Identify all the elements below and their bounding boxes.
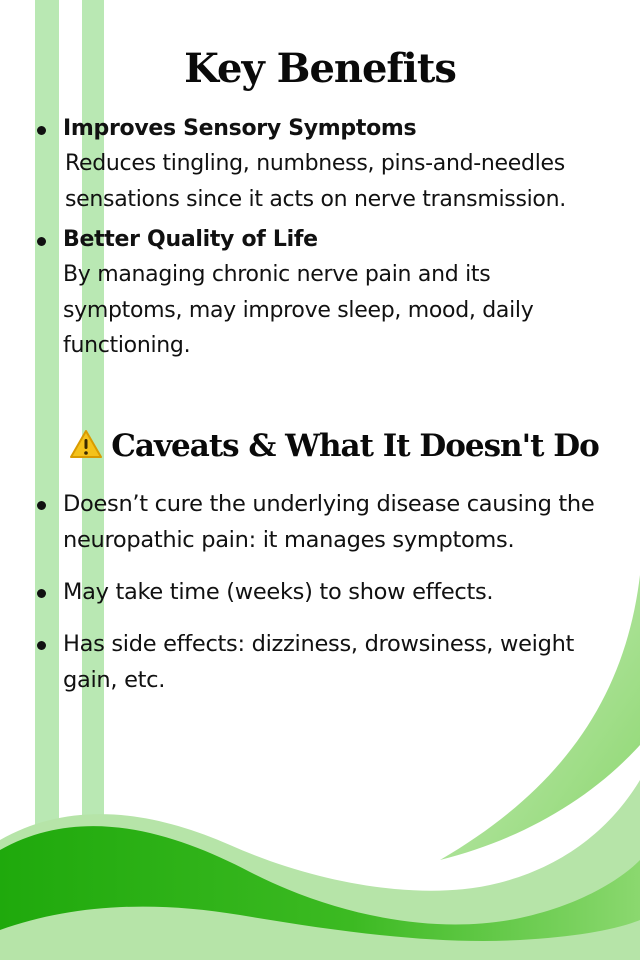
bullet-icon — [37, 126, 46, 135]
benefit-description: Reduces tingling, numbness, pins-and-needles sensations since it acts on nerve transmission. — [65, 151, 566, 212]
benefit-item — [0, 223, 640, 364]
caveat-text: Doesn’t cure the underlying disease causing the neuropathic pain: it manages symptoms. — [63, 491, 595, 553]
caveats-list — [0, 486, 640, 714]
warning-icon — [69, 428, 103, 464]
caveats-heading-text: Caveats & What It Doesn't Do — [111, 428, 599, 464]
benefit-title: Better Quality of Life — [63, 227, 318, 252]
caveat-item — [0, 486, 640, 558]
caveat-item — [0, 574, 640, 610]
bullet-icon — [37, 641, 46, 650]
bullet-icon — [37, 589, 46, 598]
caveats-heading — [0, 428, 640, 464]
benefit-title: Improves Sensory Symptoms — [63, 116, 417, 141]
caveat-text: Has side effects: dizziness, drowsiness, weight gain, etc. — [63, 631, 575, 693]
bullet-icon — [37, 237, 46, 246]
caveat-text: May take time (weeks) to show effects. — [63, 579, 494, 605]
benefit-item — [0, 112, 640, 217]
key-benefits-heading: Key Benefits — [184, 45, 456, 92]
benefits-list — [0, 112, 640, 370]
caveat-item — [0, 626, 640, 698]
bullet-icon — [37, 501, 46, 510]
benefit-description: By managing chronic nerve pain and its symptoms, may improve sleep, mood, daily functioning. — [63, 262, 534, 358]
